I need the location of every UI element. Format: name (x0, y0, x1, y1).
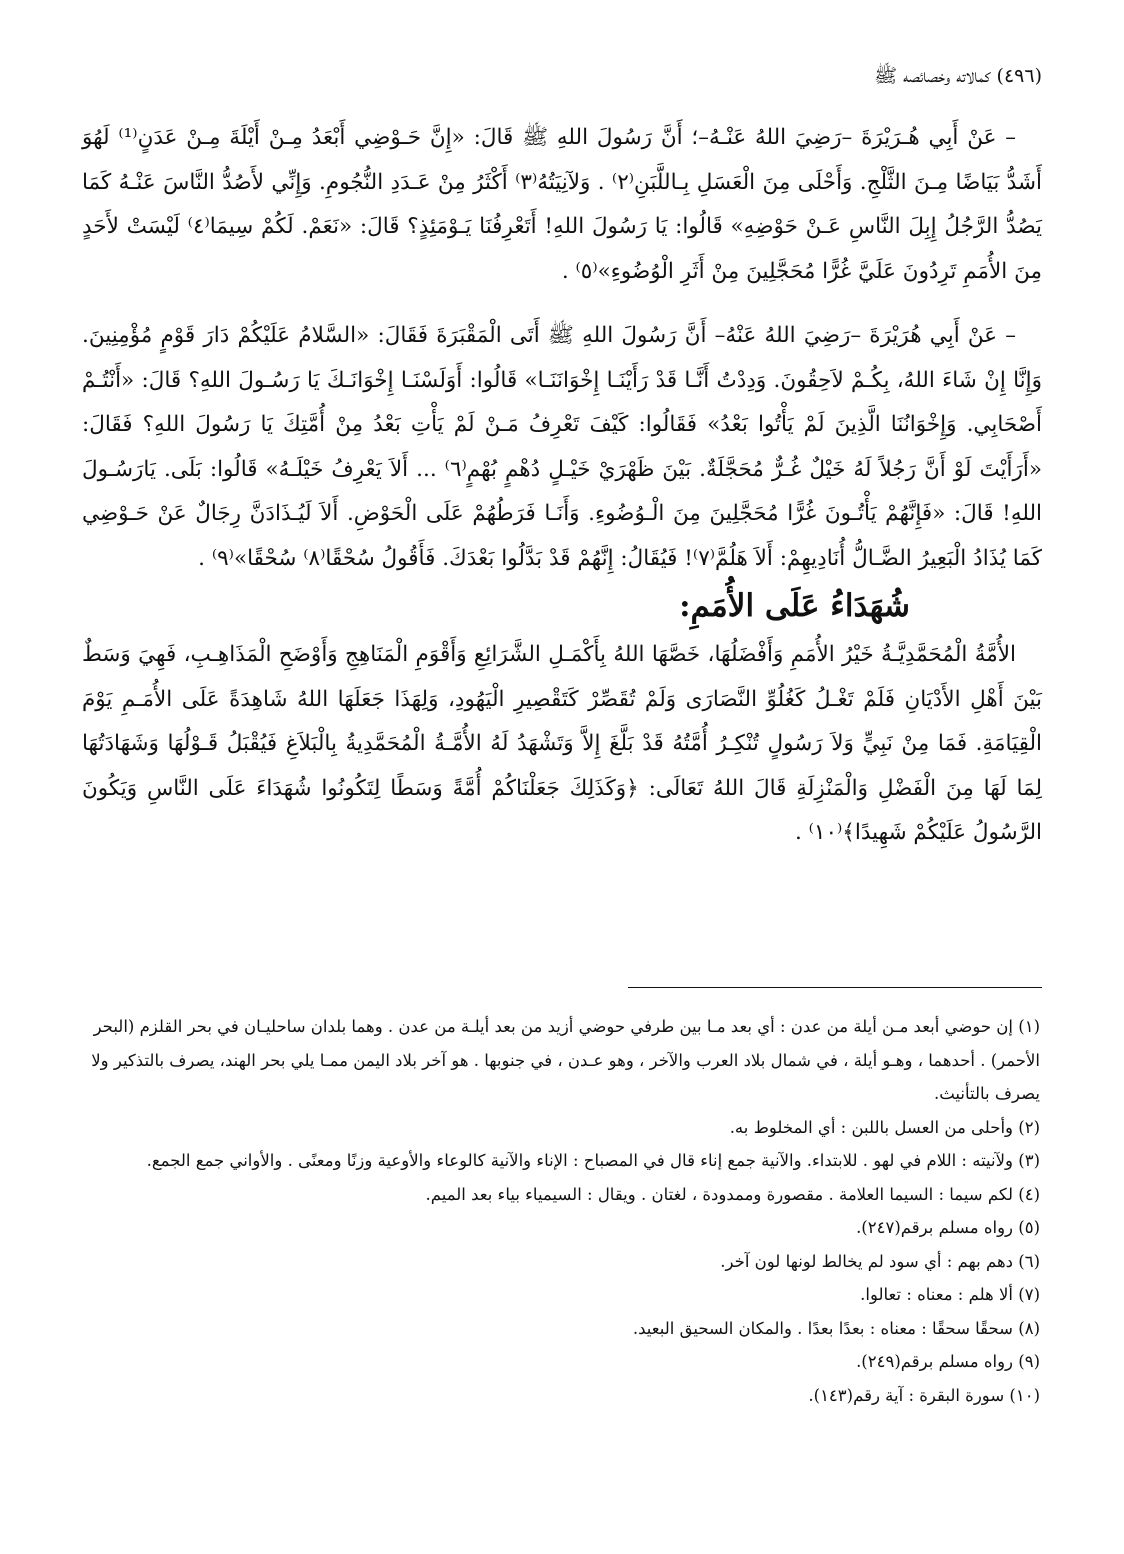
footnote-divider (628, 987, 1042, 988)
footnote-4: (٤) لكم سيما : السيما العلامة . مقصورة وممدودة ، لغتان . ويقال : السيمياء بياء بعد الميم. (425, 1184, 1040, 1204)
hadith-paragraph-2: – عَنْ أَبِي هُرَيْرَةَ –رَضِيَ اللهُ عَنْهُ– أَنَّ رَسُولَ اللهِ ﷺ أَتَى الْمَقْبَرَةَ فَقَالَ: «السَّلامُ عَلَيْكُمْ دَارَ قَوْمٍ مُؤْمِنِينَ. وَإِنَّا إِنْ شَاءَ اللهُ، بِكُـمْ لاَحِقُونَ. وَدِدْتُ أَنَّـا قَدْ رَأَيْنَـا إِخْوَانَنَـا» قَالُوا: أَوَلَسْنَـا إِخْوَانَـكَ يَا رَسُـولَ اللهِ؟ قَالَ: «أَنْتُـمْ أَصْحَابِي. وَإِخْوَانُنَا الَّذِينَ لَمْ يَأْتُوا بَعْدُ» فَقَالُوا: كَيْفَ تَعْرِفُ مَـنْ لَمْ يَأْتِ بَعْدُ مِنْ أُمَّتِكَ يَا رَسُولَ اللهِ؟ فَقَالَ: «أَرَأَيْتَ لَوْ أَنَّ رَجُلاً لَهُ خَيْلٌ غُـرٌّ مُحَجَّلَةٌ. بَيْنَ ظَهْرَيْ خَيْـلٍ دُهْمٍ بُهْمٍ⁽٦⁾ ... أَلاَ يَعْرِفُ خَيْلَـهُ» قَالُوا: بَلَى. يَارَسُـولَ اللهِ! قَالَ: «فَإِنَّهُمْ يَأْتُـونَ غُرًّا مُحَجَّلِينَ مِنَ الْـوُضُوءِ. وَأَنَـا فَرَطُهُمْ عَلَى الْحَوْضِ. أَلاَ لَيُـذَادَنَّ رِجَالٌ عَنْ حَـوْضِي كَمَا يُذَادُ الْبَعِيرُ الضَّـالُّ أُنَادِيهِمْ: أَلاَ هَلُمَّ⁽٧⁾! فَيُقَالُ: إِنَّهُمْ قَدْ بَدَّلُوا بَعْدَكَ. فَأَقُولُ سُحْقًا⁽٨⁾ سُحْقًا»⁽٩⁾ . (82, 323, 1042, 571)
footnote-3: (٣) ولآنيته : اللام في لهو . للابتداء. والآنية جمع إناء قال في المصباح : الإناء والآنية كالوعاء والأوعية وزنًا ومعنًى . والأواني جمع الجمع. (146, 1151, 1040, 1170)
hadith-paragraph-1: – عَنْ أَبِي هُـرَيْرَةَ –رَضِيَ اللهُ عَنْـهُ–؛ أَنَّ رَسُولَ اللهِ ﷺ قَالَ: «إِنَّ حَـوْضِي أَبْعَدُ مِـنْ أَيْلَةَ مِـنْ عَدَنٍ⁽¹⁾ لَهُوَ أَشَدُّ بَيَاضًا مِـنَ الثَّلْجِ. وَأَحْلَى مِنَ الْعَسَلِ بِـاللَّبَنِ⁽٢⁾ . وَلآنِيَتُهُ⁽٣⁾ أَكْثَرُ مِنْ عَـدَدِ النُّجُومِ. وَإِنِّي لأَصُدُّ النَّاسَ عَنْـهُ كَمَا يَصُدُّ الرَّجُلُ إِبِلَ النَّاسِ عَـنْ حَوْضِهِ» قَالُوا: يَا رَسُولَ اللهِ! أَتَعْرِفُنَا يَـوْمَئِذٍ؟ قَالَ: «نَعَمْ. لَكُمْ سِيمَا⁽٤⁾ لَيْسَتْ لأَحَدٍ مِنَ الأُمَمِ تَرِدُونَ عَلَيَّ غُرًّا مُحَجَّلِينَ مِنْ أَثَرِ الْوُضُوءِ»⁽٥⁾ . (82, 125, 1043, 284)
running-head: (٤٩٦) كمالاته وخصائصه ﷺ (874, 65, 1042, 87)
footnote-2: (٢) وأحلى من العسل باللبن : أي المخلوط به. (729, 1117, 1040, 1137)
footnote-6: (٦) دهم بهم : أي سود لم يخالط لونها لون آخر. (720, 1251, 1040, 1271)
footnote-10: (١٠) سورة البقرة : آية رقم(١٤٣). (808, 1385, 1040, 1405)
main-text (82, 116, 1042, 856)
section-paragraph: الأُمَّةُ الْمُحَمَّدِيَّـةُ خَيْرُ الأُمَمِ وَأَفْضَلُهَا، خَصَّهَا اللهُ بِأَكْمَـلِ الشَّرَائِعِ وَأَقْوَمِ الْمَنَاهِجِ وَأَوْضَحِ الْمَذَاهِـبِ، فَهِيَ وَسَطٌ بَيْنَ أَهْلِ الأَدْيَانِ فَلَمْ تَغْـلُ كَغُلُوِّ النَّصَارَى وَلَمْ تُقَصِّرْ كَتَقْصِيرِ الْيَهُودِ، وَلِهَذَا جَعَلَهَا اللهُ شَاهِدَةً عَلَى الأُمَـمِ يَوْمَ الْقِيَامَةِ. فَمَا مِنْ نَبِيٍّ وَلاَ رَسُولٍ تُنْكِـرُ أُمَّتُهُ قَدْ بَلَّغَ إِلاَّ وَتَشْهَدُ لَهُ الأُمَّـةُ الْمُحَمَّدِيةُ بِالْبَلاَغِ فَيُقْبَلُ قَـوْلُهَا وَشَهَادَتُهَا لِمَا لَهَا مِنَ الْفَضْلِ وَالْمَنْزِلَةِ قَالَ اللهُ تَعَالَى: ﴿وَكَذَلِكَ جَعَلْنَاكُمْ أُمَّةً وَسَطًا لِتَكُونُوا شُهَدَاءَ عَلَى النَّاسِ وَيَكُونَ الرَّسُولُ عَلَيْكُمْ شَهِيدًا﴾⁽١٠⁾ . (82, 642, 1042, 845)
footnote-1: (١) إن حوضي أبعد مـن أيلة من عدن : أي بعد مـا بين طرفي حوضي أزيد من بعد أيلـة من عدن . وهما بلدان ساحليـان في بحر القلزم (البحر الأحمر) . أحدهما ، وهـو أيلة ، في شمال بلاد العرب والآخر ، وهو عـدن ، في جنوبها . هو آخر بلاد اليمن ممـا يلي بحر الهند، يصرف بالتذكير ولا يصرف بالتأنيث. (91, 1017, 1040, 1103)
section-heading: شُهَدَاءُ عَلَى الأُمَمِ: (679, 588, 910, 624)
footnote-9: (٩) رواه مسلم برقم(٢٤٩). (856, 1352, 1040, 1371)
footnote-7: (٧) ألا هلم : معناه : تعالوا. (860, 1285, 1040, 1304)
footnote-5: (٥) رواه مسلم برقم(٢٤٧). (856, 1218, 1040, 1237)
footnote-8: (٨) سحقًا سحقًا : معناه : بعدًا بعدًا . والمكان السحيق البعيد. (632, 1318, 1040, 1338)
footnotes (82, 1010, 1042, 1412)
